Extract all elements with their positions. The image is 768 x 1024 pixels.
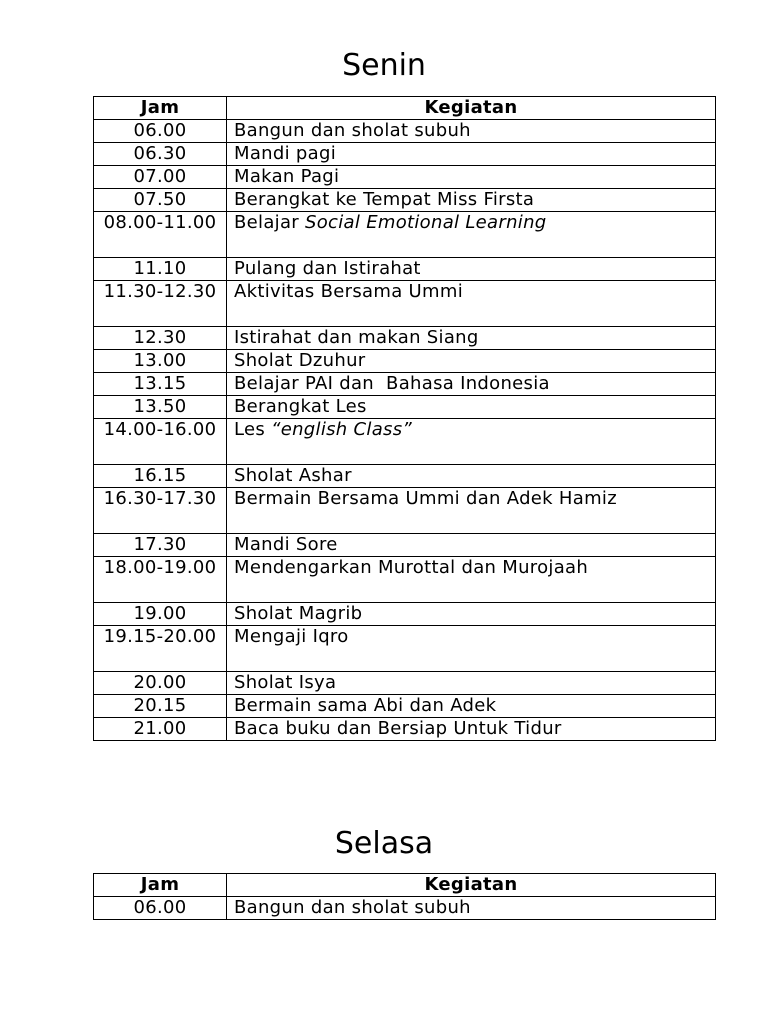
- time-cell: 07.50: [94, 189, 227, 212]
- table-row: [94, 718, 716, 741]
- time-cell: 13.50: [94, 396, 227, 419]
- table-row: [94, 189, 716, 212]
- activity-text: Belajar: [234, 212, 306, 233]
- activity-cell: Mandi Sore: [227, 534, 716, 557]
- table-row: [94, 350, 716, 373]
- table-row: [94, 281, 716, 327]
- day-title-senin: Senin: [342, 48, 426, 83]
- activity-cell: Pulang dan Istirahat: [227, 258, 716, 281]
- time-cell: 11.30-12.30: [94, 281, 227, 327]
- column-header-kegiatan: Kegiatan: [227, 874, 716, 897]
- activity-cell: Bermain sama Abi dan Adek: [227, 695, 716, 718]
- activity-text: Les: [234, 419, 272, 440]
- activity-cell: Mengaji Iqro: [227, 626, 716, 672]
- time-cell: 13.00: [94, 350, 227, 373]
- table-row: [94, 396, 716, 419]
- table-row: [94, 212, 716, 258]
- schedule-body-senin: [94, 120, 716, 741]
- activity-cell: Bermain Bersama Ummi dan Adek Hamiz: [227, 488, 716, 534]
- table-row: [94, 120, 716, 143]
- activity-cell: Aktivitas Bersama Ummi: [227, 281, 716, 327]
- table-row: [94, 557, 716, 603]
- time-cell: 06.30: [94, 143, 227, 166]
- table-row: [94, 166, 716, 189]
- activity-cell: Sholat Magrib: [227, 603, 716, 626]
- table-header-row: [94, 874, 716, 897]
- activity-cell: Berangkat ke Tempat Miss Firsta: [227, 189, 716, 212]
- day-title-selasa: Selasa: [334, 826, 434, 861]
- table-row: [94, 373, 716, 396]
- time-cell: 13.15: [94, 373, 227, 396]
- activity-cell: Sholat Ashar: [227, 465, 716, 488]
- table-header-row: [94, 97, 716, 120]
- activity-cell: Istirahat dan makan Siang: [227, 327, 716, 350]
- time-cell: 18.00-19.00: [94, 557, 227, 603]
- time-cell: 16.30-17.30: [94, 488, 227, 534]
- table-row: [94, 488, 716, 534]
- activity-cell: Berangkat Les: [227, 396, 716, 419]
- activity-cell: Sholat Isya: [227, 672, 716, 695]
- table-row: [94, 143, 716, 166]
- table-row: [94, 897, 716, 920]
- table-row: [94, 695, 716, 718]
- activity-cell: [227, 419, 716, 465]
- table-row: [94, 534, 716, 557]
- table-row: [94, 419, 716, 465]
- table-row: [94, 672, 716, 695]
- time-cell: 07.00: [94, 166, 227, 189]
- time-cell: 08.00-11.00: [94, 212, 227, 258]
- time-cell: 21.00: [94, 718, 227, 741]
- time-cell: 17.30: [94, 534, 227, 557]
- table-row: [94, 465, 716, 488]
- activity-cell: Makan Pagi: [227, 166, 716, 189]
- time-cell: 20.00: [94, 672, 227, 695]
- activity-italic-text: Social Emotional Learning: [305, 212, 547, 233]
- schedule-table-senin: [93, 96, 716, 741]
- time-cell: 12.30: [94, 327, 227, 350]
- table-row: [94, 603, 716, 626]
- column-header-kegiatan: Kegiatan: [227, 97, 716, 120]
- time-cell: 19.00: [94, 603, 227, 626]
- table-row: [94, 327, 716, 350]
- activity-italic-text: “english Class”: [271, 419, 413, 440]
- time-cell: 06.00: [94, 120, 227, 143]
- column-header-jam: Jam: [94, 874, 227, 897]
- activity-cell: Sholat Dzuhur: [227, 350, 716, 373]
- time-cell: 16.15: [94, 465, 227, 488]
- schedule-body-selasa: [94, 897, 716, 920]
- column-header-jam: Jam: [94, 97, 227, 120]
- activity-cell: Baca buku dan Bersiap Untuk Tidur: [227, 718, 716, 741]
- table-row: [94, 626, 716, 672]
- activity-cell: Belajar PAI dan Bahasa Indonesia: [227, 373, 716, 396]
- activity-cell: Mandi pagi: [227, 143, 716, 166]
- activity-cell: [227, 212, 716, 258]
- time-cell: 14.00-16.00: [94, 419, 227, 465]
- table-row: [94, 258, 716, 281]
- activity-cell: Bangun dan sholat subuh: [227, 120, 716, 143]
- activity-cell: Bangun dan sholat subuh: [227, 897, 716, 920]
- time-cell: 11.10: [94, 258, 227, 281]
- schedule-table-selasa: [93, 873, 716, 920]
- time-cell: 20.15: [94, 695, 227, 718]
- activity-cell: Mendengarkan Murottal dan Murojaah: [227, 557, 716, 603]
- time-cell: 19.15-20.00: [94, 626, 227, 672]
- time-cell: 06.00: [94, 897, 227, 920]
